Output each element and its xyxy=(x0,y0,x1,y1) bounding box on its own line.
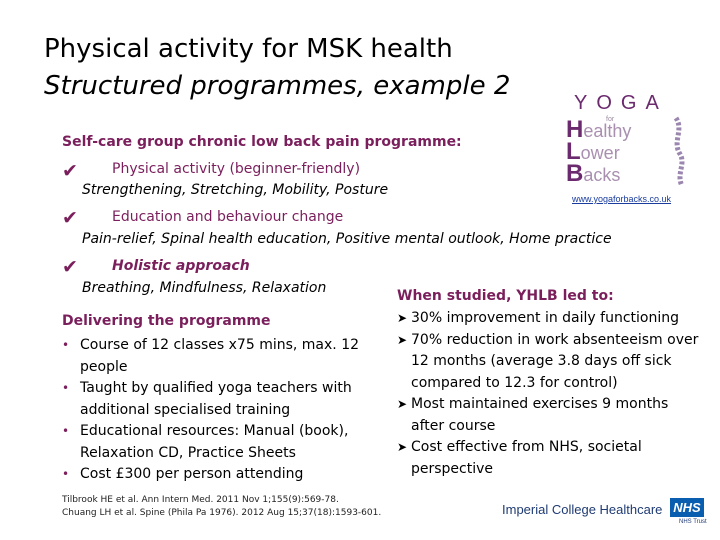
bullet-dot-icon: • xyxy=(62,338,70,352)
logo-backs: acks xyxy=(583,165,621,185)
nhs-trust-label: NHS Trust xyxy=(679,519,707,525)
bullet-education-detail: Pain-relief, Spinal health education, Positive mental outlook, Home practice xyxy=(82,231,612,247)
spine-icon xyxy=(670,116,692,188)
arrow-bullet-icon: ➤ xyxy=(397,311,408,325)
delivering-heading: Delivering the programme xyxy=(62,313,271,329)
yoga-logo xyxy=(566,92,696,188)
list-item: ➤ 70% reduction in work absenteeism over 12 months (average 3.8 days off sick compared to 12.3 for control) xyxy=(397,330,702,395)
list-item: • Course of 12 classes x75 mins, max. 12 people xyxy=(62,335,362,378)
nhs-logo: NHS xyxy=(670,498,704,517)
bullet-dot-icon: • xyxy=(62,424,70,438)
checkmark-icon: ✔ xyxy=(62,256,78,278)
bullet-holistic: Holistic approach xyxy=(112,258,250,274)
list-item: ➤ 30% improvement in daily functioning xyxy=(397,308,702,330)
bullet-physical-activity: Physical activity (beginner-friendly) xyxy=(112,161,361,177)
list-item: ➤ Cost effective from NHS, societal perspective xyxy=(397,437,702,480)
logo-lower: ower xyxy=(580,143,620,163)
list-item: • Cost £300 per person attending xyxy=(62,464,362,486)
list-item: • Educational resources: Manual (book), Relaxation CD, Practice Sheets xyxy=(62,421,362,464)
logo-healthy: ealthy xyxy=(583,121,632,141)
checkmark-icon: ✔ xyxy=(62,207,78,229)
logo-b-initial: B xyxy=(566,160,584,187)
bullet-holistic-detail: Breathing, Mindfulness, Relaxation xyxy=(82,280,327,296)
reference-1: Tilbrook HE et al. Ann Intern Med. 2011 Nov 1;155(9):569-78. xyxy=(62,495,339,505)
list-item: • Taught by qualified yoga teachers with additional specialised training xyxy=(62,378,362,421)
slide-title-line1: Physical activity for MSK health xyxy=(44,34,453,64)
imperial-org-name: Imperial College Healthcare xyxy=(502,502,663,517)
references xyxy=(62,494,381,520)
arrow-bullet-icon: ➤ xyxy=(397,397,408,411)
list-item: ➤ Most maintained exercises 9 months after course xyxy=(397,394,702,437)
logo-for-word: for xyxy=(606,116,615,123)
logo-l-initial: L xyxy=(566,138,581,165)
study-results-heading: When studied, YHLB led to: xyxy=(397,288,614,304)
bullet-dot-icon: • xyxy=(62,467,70,481)
programme-intro: Self-care group chronic low back pain programme: xyxy=(62,134,462,150)
bullet-dot-icon: • xyxy=(62,381,70,395)
yoga-website-link[interactable]: www.yogaforbacks.co.uk xyxy=(572,194,672,204)
delivering-list xyxy=(62,335,362,486)
logo-h-initial: H xyxy=(566,116,584,143)
bullet-education: Education and behaviour change xyxy=(112,209,344,225)
logo-yoga-word: YOGA xyxy=(574,92,668,114)
study-results-list xyxy=(397,308,702,480)
arrow-bullet-icon: ➤ xyxy=(397,332,408,347)
slide-title-line2: Structured programmes, example 2 xyxy=(44,71,511,101)
bullet-physical-activity-detail: Strengthening, Stretching, Mobility, Posture xyxy=(82,182,389,198)
checkmark-icon: ✔ xyxy=(62,160,78,182)
reference-2: Chuang LH et al. Spine (Phila Pa 1976). 2012 Aug 15;37(18):1593-601. xyxy=(62,508,382,518)
arrow-bullet-icon: ➤ xyxy=(397,440,408,454)
